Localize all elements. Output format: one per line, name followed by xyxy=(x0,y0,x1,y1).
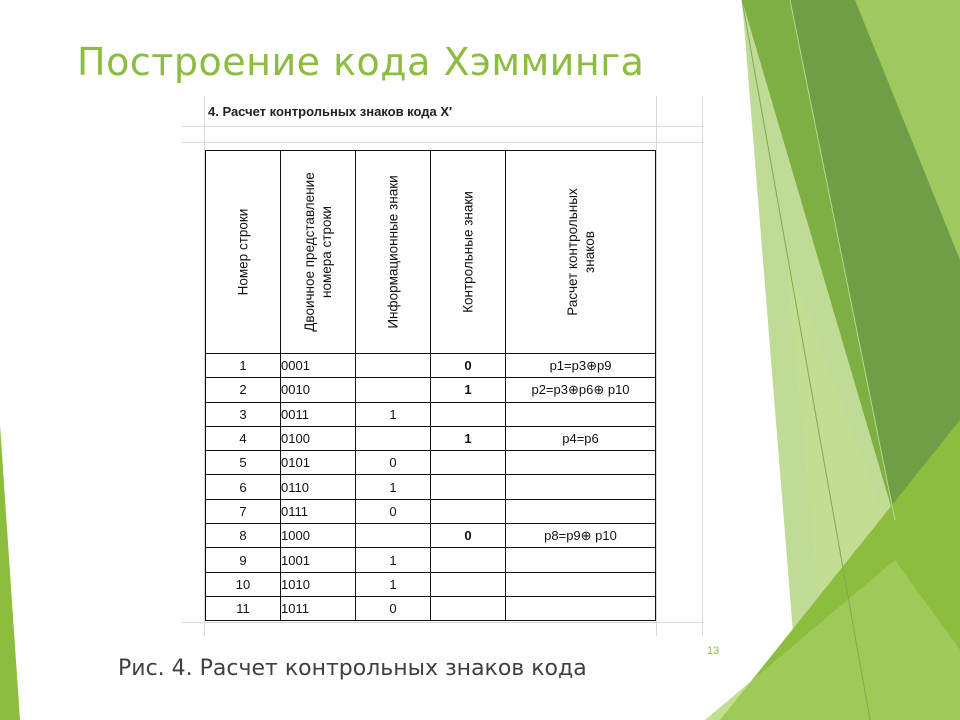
green-facet-left xyxy=(0,425,20,720)
cell-control-bit xyxy=(431,402,506,426)
cell-info-bit: 1 xyxy=(356,402,431,426)
cell-info-bit: 1 xyxy=(356,475,431,499)
cell-binary: 1011 xyxy=(281,596,356,620)
cell-calculation: p8=p9⊕ p10 xyxy=(506,524,656,548)
cell-calculation xyxy=(506,402,656,426)
cell-calculation xyxy=(506,596,656,620)
cell-binary: 0010 xyxy=(281,378,356,402)
page-number: 13 xyxy=(707,645,720,657)
cell-control-bit: 0 xyxy=(431,354,506,378)
sheet-heading: 4. Расчет контрольных знаков кода X′ xyxy=(208,104,453,119)
header-control-bits: Контрольные знаки xyxy=(431,151,506,354)
cell-binary: 0001 xyxy=(281,354,356,378)
cell-control-bit xyxy=(431,499,506,523)
header-row-number: Номер строки xyxy=(206,151,281,354)
cell-binary: 0100 xyxy=(281,426,356,450)
cell-info-bit xyxy=(356,354,431,378)
cell-calculation: p2=p3⊕p6⊕ p10 xyxy=(506,378,656,402)
table-row xyxy=(206,451,656,475)
cell-calculation xyxy=(506,475,656,499)
table-row xyxy=(206,402,656,426)
table-row xyxy=(206,499,656,523)
cell-binary: 0110 xyxy=(281,475,356,499)
cell-binary: 0101 xyxy=(281,451,356,475)
cell-row-number: 3 xyxy=(206,402,281,426)
cell-row-number: 6 xyxy=(206,475,281,499)
cell-binary: 0011 xyxy=(281,402,356,426)
header-calculation: Расчет контрольных знаков xyxy=(506,151,656,354)
cell-row-number: 8 xyxy=(206,524,281,548)
cell-info-bit: 1 xyxy=(356,572,431,596)
table-row xyxy=(206,475,656,499)
cell-control-bit xyxy=(431,596,506,620)
cell-row-number: 5 xyxy=(206,451,281,475)
slide-title: Построение кода Хэмминга xyxy=(77,40,645,84)
cell-control-bit xyxy=(431,548,506,572)
cell-calculation: p1=p3⊕p9 xyxy=(506,354,656,378)
cell-binary: 1001 xyxy=(281,548,356,572)
hamming-table xyxy=(205,150,656,621)
table-row xyxy=(206,354,656,378)
cell-info-bit xyxy=(356,426,431,450)
cell-calculation xyxy=(506,572,656,596)
cell-control-bit: 1 xyxy=(431,378,506,402)
cell-row-number: 4 xyxy=(206,426,281,450)
header-info-bits: Информационные знаки xyxy=(356,151,431,354)
cell-control-bit: 0 xyxy=(431,524,506,548)
table-row xyxy=(206,426,656,450)
cell-row-number: 7 xyxy=(206,499,281,523)
spreadsheet-screenshot xyxy=(182,96,704,636)
cell-control-bit xyxy=(431,451,506,475)
cell-row-number: 9 xyxy=(206,548,281,572)
figure-caption: Рис. 4. Расчет контрольных знаков кода xyxy=(118,656,587,681)
cell-info-bit xyxy=(356,524,431,548)
cell-info-bit: 0 xyxy=(356,596,431,620)
table-row xyxy=(206,548,656,572)
cell-row-number: 11 xyxy=(206,596,281,620)
header-binary: Двоичное представление номера строки xyxy=(281,151,356,354)
cell-control-bit: 1 xyxy=(431,426,506,450)
cell-info-bit: 0 xyxy=(356,451,431,475)
cell-binary: 1000 xyxy=(281,524,356,548)
table-row xyxy=(206,524,656,548)
cell-row-number: 10 xyxy=(206,572,281,596)
table-row xyxy=(206,596,656,620)
cell-calculation xyxy=(506,548,656,572)
cell-binary: 0111 xyxy=(281,499,356,523)
cell-info-bit: 1 xyxy=(356,548,431,572)
cell-control-bit xyxy=(431,475,506,499)
cell-calculation: p4=p6 xyxy=(506,426,656,450)
cell-info-bit: 0 xyxy=(356,499,431,523)
cell-binary: 1010 xyxy=(281,572,356,596)
cell-calculation xyxy=(506,499,656,523)
table-row xyxy=(206,378,656,402)
table-row xyxy=(206,572,656,596)
cell-info-bit xyxy=(356,378,431,402)
cell-control-bit xyxy=(431,572,506,596)
cell-row-number: 2 xyxy=(206,378,281,402)
cell-calculation xyxy=(506,451,656,475)
cell-row-number: 1 xyxy=(206,354,281,378)
